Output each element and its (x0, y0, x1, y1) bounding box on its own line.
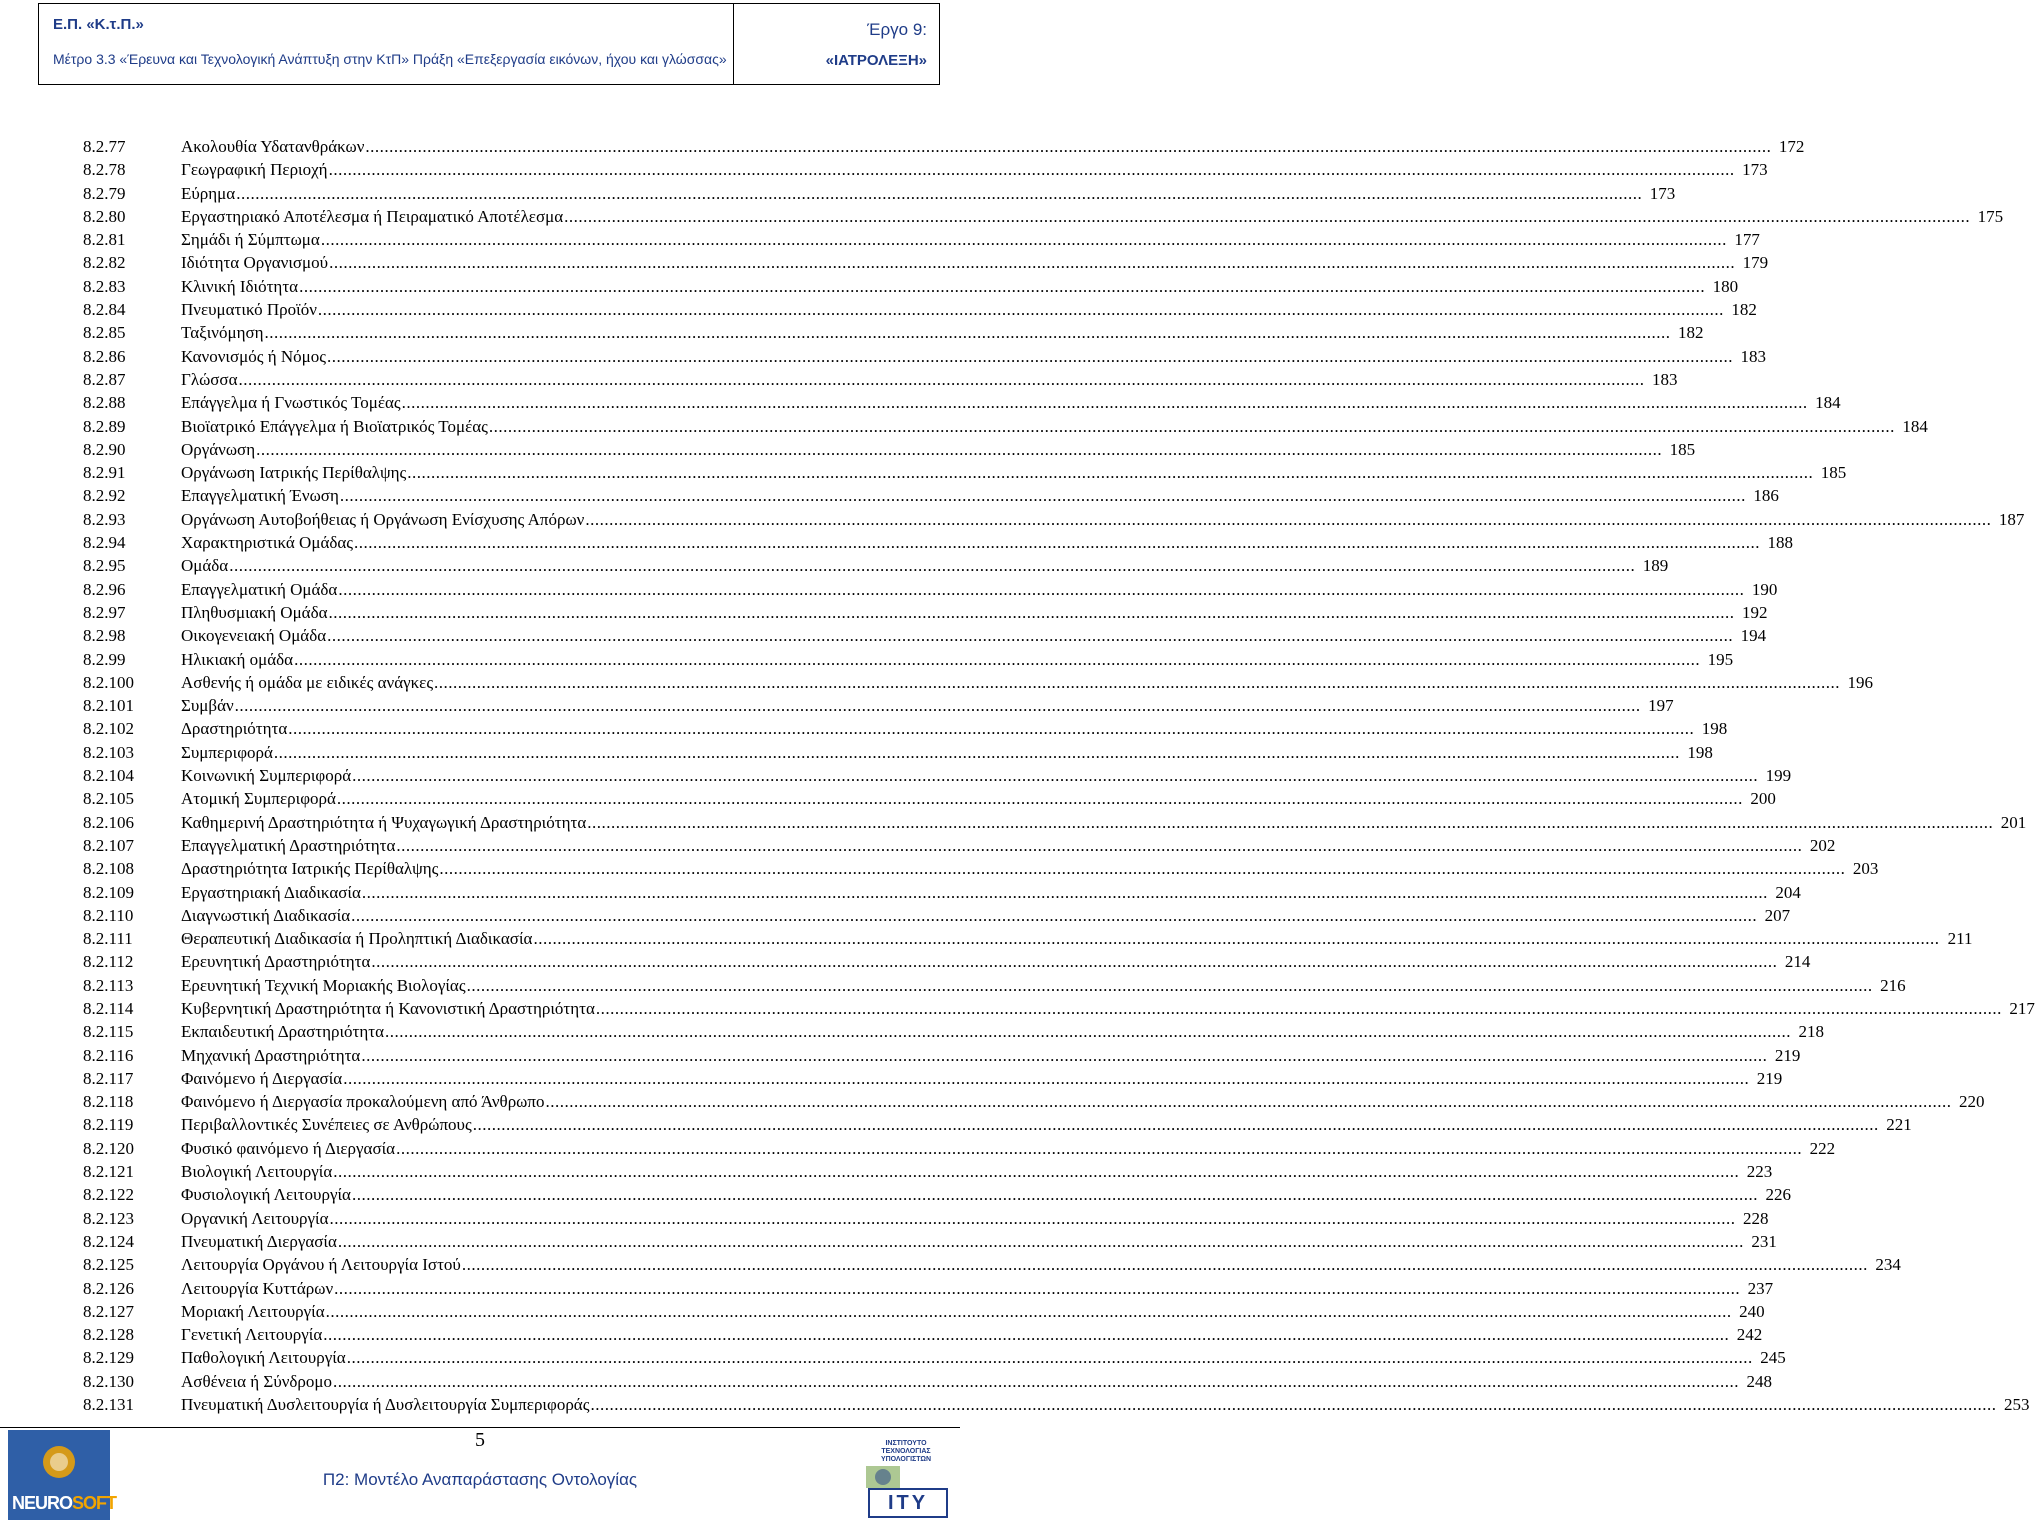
toc-entry-page: 197 (1648, 696, 1674, 716)
toc-entry-page: 199 (1765, 766, 1792, 786)
toc-dot-leader (361, 1044, 1767, 1067)
toc-dot-leader (365, 135, 1771, 158)
toc-dot-leader (396, 834, 1802, 857)
toc-entry-title: Οργανική Λειτουργία (181, 1208, 329, 1228)
toc-entry-page: 194 (1740, 626, 1767, 646)
ity-logo-caption: ΙΝΣΤΙΤΟΥΤΟ ΤΕΧΝΟΛΟΓΙΑΣ ΥΠΟΛΟΓΙΣΤΩΝ (880, 1440, 932, 1463)
toc-entry-number: 8.2.97 (83, 602, 126, 622)
toc-entry-title: Λειτουργία Κυττάρων (181, 1278, 334, 1298)
toc-dot-leader (274, 741, 1680, 764)
neurosoft-logo (8, 1430, 117, 1520)
toc-entry[interactable] (83, 415, 1928, 438)
toc-entry-number: 8.2.103 (83, 742, 134, 762)
toc-entry-title: Επάγγελμα ή Γνωστικός Τομέας (181, 393, 401, 413)
toc-entry-title: Ταξινόμηση (181, 323, 264, 343)
toc-entry-number: 8.2.124 (83, 1231, 134, 1251)
toc-entry-title: Παθολογική Λειτουργία (181, 1348, 346, 1368)
toc-entry-page: 219 (1756, 1068, 1783, 1088)
toc-dot-leader (229, 554, 1635, 577)
toc-entry-title: Ιδιότητα Οργανισμού (181, 253, 329, 273)
toc-entry-page: 182 (1731, 300, 1757, 320)
toc-entry-page: 184 (1902, 416, 1928, 436)
toc-dot-leader (362, 881, 1768, 904)
toc-entry[interactable] (83, 298, 1757, 321)
toc-entry-page: 196 (1847, 672, 1874, 692)
toc-entry-title: Οργάνωση Ιατρικής Περίθαλψης (181, 463, 407, 483)
toc-dot-leader (338, 578, 1744, 601)
toc-entry-number: 8.2.94 (83, 533, 126, 553)
header-left-cell (39, 4, 734, 84)
toc-entry-page: 185 (1820, 463, 1847, 483)
toc-dot-leader (352, 764, 1758, 787)
toc-entry[interactable] (83, 228, 1760, 251)
toc-entry-title: Βιολογική Λειτουργία (181, 1162, 333, 1182)
toc-dot-leader (340, 484, 1746, 507)
toc-entry-title: Πνευματική Δυσλειτουργία ή Δυσλειτουργία Συμπεριφοράς (181, 1395, 590, 1415)
toc-entry-title: Κυβερνητική Δραστηριότητα ή Κανονιστική Δραστηριότητα (181, 998, 595, 1018)
toc-entry-page: 185 (1669, 439, 1696, 459)
toc-entry-number: 8.2.88 (83, 393, 126, 413)
toc-entry-number: 8.2.108 (83, 859, 134, 879)
toc-entry[interactable] (83, 601, 1768, 624)
toc-entry-page: 182 (1678, 323, 1704, 343)
toc-dot-leader (564, 205, 1970, 228)
toc-entry-number: 8.2.117 (83, 1068, 134, 1088)
toc-dot-leader (326, 1300, 1732, 1323)
toc-entry[interactable] (83, 1230, 1777, 1253)
toc-entry-number: 8.2.95 (83, 556, 126, 576)
toc-entry-title: Γενετική Λειτουργία (181, 1325, 323, 1345)
toc-entry-number: 8.2.112 (83, 952, 134, 972)
toc-entry-number: 8.2.110 (83, 905, 134, 925)
toc-entry-title: Φαινόμενο ή Διεργασία προκαλούμενη από Άνθρωπο (181, 1092, 545, 1112)
toc-entry-number: 8.2.78 (83, 160, 126, 180)
toc-entry-page: 237 (1747, 1278, 1774, 1298)
toc-entry-number: 8.2.99 (83, 649, 126, 669)
toc-entry-page: 188 (1767, 533, 1794, 553)
toc-entry-title: Λειτουργία Οργάνου ή Λειτουργία Ιστού (181, 1255, 461, 1275)
toc-entry[interactable] (83, 694, 1674, 717)
toc-entry-title: Φαινόμενο ή Διεργασία (181, 1068, 343, 1088)
toc-entry-page: 189 (1642, 556, 1669, 576)
toc-entry[interactable] (83, 251, 1769, 274)
toc-entry[interactable] (83, 182, 1676, 205)
toc-dot-leader (396, 1137, 1802, 1160)
toc-entry[interactable] (83, 811, 2027, 834)
toc-dot-leader (354, 531, 1760, 554)
toc-entry[interactable] (83, 531, 1794, 554)
toc-entry[interactable] (83, 1393, 2030, 1416)
toc-entry-page: 217 (2009, 998, 2035, 1018)
toc-entry-page: 242 (1736, 1325, 1763, 1345)
toc-entry-number: 8.2.85 (83, 323, 126, 343)
toc-entry-number: 8.2.116 (83, 1045, 134, 1065)
toc-dot-leader (294, 648, 1700, 671)
toc-entry-number: 8.2.114 (83, 998, 134, 1018)
toc-entry[interactable] (83, 1113, 1912, 1136)
toc-entry-title: Πνευματικό Προϊόν (181, 300, 317, 320)
toc-dot-leader (256, 438, 1662, 461)
toc-entry-page: 240 (1739, 1301, 1765, 1321)
toc-entry-title: Ερευνητική Τεχνική Μοριακής Βιολογίας (181, 975, 466, 995)
toc-entry-number: 8.2.115 (83, 1022, 134, 1042)
toc-entry[interactable] (83, 787, 1776, 810)
toc-entry-number: 8.2.87 (83, 369, 126, 389)
toc-entry-title: Χαρακτηριστικά Ομάδας (181, 533, 354, 553)
neurosoft-logo-text: NEUROSOFT (12, 1493, 117, 1513)
toc-dot-leader (338, 1230, 1744, 1253)
toc-dot-leader (407, 461, 1813, 484)
toc-entry-number: 8.2.82 (83, 253, 126, 273)
toc-dot-leader (236, 182, 1642, 205)
toc-dot-leader (323, 1323, 1729, 1346)
toc-entry-title: Εργαστηριακό Αποτέλεσμα ή Πειραματικό Αποτέλεσμα (181, 206, 564, 226)
toc-entry-number: 8.2.120 (83, 1138, 134, 1158)
toc-entry[interactable] (83, 1346, 1786, 1369)
toc-entry-number: 8.2.106 (83, 812, 134, 832)
ity-logo-box: ΙΤΥ (868, 1488, 948, 1518)
toc-dot-leader (434, 671, 1840, 694)
toc-dot-leader (239, 368, 1645, 391)
toc-entry-page: 183 (1652, 369, 1678, 389)
toc-entry-page: 192 (1742, 602, 1768, 622)
page-header (38, 3, 940, 85)
toc-entry-title: Οργάνωση (181, 439, 256, 459)
toc-entry-page: 220 (1958, 1092, 1985, 1112)
toc-entry-page: 187 (1998, 509, 2025, 529)
toc-entry-number: 8.2.128 (83, 1325, 134, 1345)
toc-entry[interactable] (83, 1183, 1791, 1206)
toc-entry-title: Πνευματική Διεργασία (181, 1231, 337, 1251)
toc-entry[interactable] (83, 1137, 1836, 1160)
toc-entry-page: 177 (1734, 230, 1760, 250)
toc-entry-title: Δραστηριότητα Ιατρικής Περίθαλψης (181, 859, 439, 879)
toc-entry-title: Καθημερινή Δραστηριότητα ή Ψυχαγωγική Δραστηριότητα (181, 812, 587, 832)
toc-entry[interactable] (83, 834, 1836, 857)
toc-entry-number: 8.2.98 (83, 626, 126, 646)
toc-entry-page: 203 (1852, 859, 1879, 879)
toc-entry-title: Σημάδι ή Σύμπτωμα (181, 230, 320, 250)
toc-entry-number: 8.2.107 (83, 835, 134, 855)
toc-dot-leader (385, 1020, 1791, 1043)
toc-entry[interactable] (83, 1160, 1773, 1183)
toc-entry-number: 8.2.105 (83, 789, 134, 809)
toc-dot-leader (288, 717, 1694, 740)
toc-entry-title: Κανονισμός ή Νόμος (181, 346, 327, 366)
toc-entry-title: Εκπαιδευτική Δραστηριότητα (181, 1022, 384, 1042)
toc-dot-leader (596, 997, 2002, 1020)
toc-entry[interactable] (83, 1020, 1824, 1043)
toc-dot-leader (545, 1090, 1951, 1113)
toc-entry-page: 211 (1947, 929, 1973, 949)
toc-entry[interactable] (83, 275, 1739, 298)
toc-entry-page: 195 (1707, 649, 1734, 669)
toc-entry-title: Κλινική Ιδιότητα (181, 276, 299, 296)
toc-entry-title: Οικογενειακή Ομάδα (181, 626, 327, 646)
toc-entry[interactable] (83, 717, 1728, 740)
toc-entry-page: 253 (2003, 1395, 2030, 1415)
toc-entry[interactable] (83, 1277, 1774, 1300)
toc-entry-page: 172 (1778, 137, 1805, 156)
header-subtitle: Μέτρο 3.3 «Έρευνα και Τεχνολογική Ανάπτυξη στην ΚτΠ» Πράξη «Επεξεργασία εικόνων, ήχου και γλώσσας» (53, 51, 727, 67)
toc-entry-title: Επαγγελματική Ένωση (181, 486, 339, 506)
toc-entry-number: 8.2.83 (83, 276, 126, 296)
toc-entry-number: 8.2.121 (83, 1162, 134, 1182)
toc-entry-number: 8.2.104 (83, 766, 134, 786)
toc-entry[interactable] (83, 624, 1767, 647)
toc-entry[interactable] (83, 438, 1696, 461)
toc-entry-title: Ακολουθία Υδατανθράκων (181, 137, 365, 156)
toc-entry-number: 8.2.79 (83, 183, 126, 203)
neurosoft-logo-mark-icon (8, 1430, 110, 1490)
toc-entry[interactable] (83, 1044, 1801, 1067)
toc-entry[interactable] (83, 1323, 1763, 1346)
toc-entry-page: 221 (1886, 1115, 1912, 1135)
toc-entry-page: 190 (1751, 579, 1778, 599)
header-project-name: «ΙΑΤΡΟΛΕΞΗ» (825, 52, 927, 69)
toc-entry[interactable] (83, 578, 1778, 601)
toc-entry[interactable] (83, 205, 2004, 228)
toc-dot-leader (351, 904, 1757, 927)
toc-entry-page: 201 (2000, 812, 2027, 832)
toc-entry-page: 183 (1740, 346, 1767, 366)
toc-dot-leader (337, 787, 1743, 810)
toc-dot-leader (371, 950, 1777, 973)
toc-entry[interactable] (83, 508, 2025, 531)
toc-entry-number: 8.2.127 (83, 1301, 134, 1321)
toc-entry-page: 245 (1760, 1348, 1786, 1368)
toc-entry-title: Εργαστηριακή Διαδικασία (181, 882, 361, 902)
toc-entry-title: Μοριακή Λειτουργία (181, 1301, 325, 1321)
toc-dot-leader (329, 158, 1735, 181)
toc-entry-title: Φυσικό φαινόμενο ή Διεργασία (181, 1138, 396, 1158)
toc-dot-leader (329, 601, 1735, 624)
toc-dot-leader (235, 694, 1641, 717)
toc-entry[interactable] (83, 1370, 1773, 1393)
toc-entry-number: 8.2.126 (83, 1278, 134, 1298)
toc-entry-title: Φυσιολογική Λειτουργία (181, 1185, 351, 1205)
toc-entry[interactable] (83, 764, 1792, 787)
toc-entry-number: 8.2.118 (83, 1092, 134, 1112)
toc-entry-number: 8.2.131 (83, 1395, 134, 1415)
toc-entry-number: 8.2.125 (83, 1255, 134, 1275)
toc-entry-page: 207 (1764, 905, 1791, 925)
toc-entry[interactable] (83, 484, 1779, 507)
toc-dot-leader (327, 345, 1733, 368)
toc-entry-number: 8.2.86 (83, 346, 126, 366)
toc-entry-number: 8.2.91 (83, 463, 126, 483)
toc-dot-leader (585, 508, 1991, 531)
toc-dot-leader (347, 1346, 1753, 1369)
toc-entry-page: 173 (1649, 183, 1676, 203)
toc-entry-title: Ασθένεια ή Σύνδρομο (181, 1371, 333, 1391)
ity-logo (860, 1432, 952, 1520)
toc-entry-title: Επαγγελματική Ομάδα (181, 579, 338, 599)
toc-entry[interactable] (83, 1090, 1985, 1113)
toc-entry-page: 186 (1753, 486, 1779, 506)
toc-entry-title: Περιβαλλοντικές Συνέπειες σε Ανθρώπους (181, 1115, 472, 1135)
toc-entry-number: 8.2.101 (83, 696, 134, 716)
toc-entry-number: 8.2.119 (83, 1115, 134, 1135)
toc-dot-leader (402, 391, 1808, 414)
toc-entry[interactable] (83, 158, 1768, 181)
toc-entry-number: 8.2.92 (83, 486, 126, 506)
toc-entry-title: Διαγνωστική Διαδικασία (181, 905, 351, 925)
toc-entry-page: 180 (1712, 276, 1739, 296)
toc-entry[interactable] (83, 857, 1879, 880)
toc-entry[interactable] (83, 461, 1847, 484)
header-right-cell (734, 4, 939, 84)
toc-dot-leader (590, 1393, 1996, 1416)
toc-entry-number: 8.2.122 (83, 1185, 134, 1205)
toc-entry-title: Συμβάν (181, 696, 234, 716)
toc-entry[interactable] (83, 368, 1678, 391)
toc-dot-leader (462, 1253, 1868, 1276)
toc-entry[interactable] (83, 904, 1791, 927)
header-work-label: Έργο 9: (867, 20, 927, 39)
toc-entry-title: Πληθυσμιακή Ομάδα (181, 602, 328, 622)
toc-entry-title: Επαγγελματική Δραστηριότητα (181, 835, 396, 855)
toc-entry[interactable] (83, 1300, 1765, 1323)
toc-entry[interactable] (83, 671, 1874, 694)
toc-entry-number: 8.2.80 (83, 206, 126, 226)
toc-entry-page: 175 (1977, 206, 2004, 226)
toc-entry[interactable] (83, 345, 1767, 368)
toc-entry-number: 8.2.113 (83, 975, 134, 995)
toc-entry-page: 184 (1815, 393, 1841, 413)
toc-entry-title: Εύρημα (181, 183, 236, 203)
toc-entry-page: 234 (1875, 1255, 1901, 1275)
footer-divider (0, 1427, 960, 1428)
toc-entry-number: 8.2.109 (83, 882, 134, 902)
toc-entry-page: 226 (1765, 1185, 1791, 1205)
toc-entry[interactable] (83, 321, 1704, 344)
toc-entry-page: 248 (1746, 1371, 1773, 1391)
toc-dot-leader (329, 251, 1735, 274)
toc-entry[interactable] (83, 741, 1713, 764)
toc-entry-page: 198 (1687, 742, 1713, 762)
toc-entry-number: 8.2.93 (83, 509, 126, 529)
toc-entry-number: 8.2.102 (83, 719, 134, 739)
toc-dot-leader (533, 927, 1939, 950)
toc-entry-title: Ομάδα (181, 556, 229, 576)
toc-entry-title: Ερευνητική Δραστηριότητα (181, 952, 371, 972)
toc-dot-leader (329, 1207, 1735, 1230)
toc-entry-page: 216 (1880, 975, 1906, 995)
toc-entry-title: Ηλικιακή ομάδα (181, 649, 294, 669)
toc-entry[interactable] (83, 974, 1906, 997)
toc-entry-page: 222 (1809, 1138, 1836, 1158)
toc-entry-page: 204 (1775, 882, 1801, 902)
toc-entry[interactable] (83, 927, 1973, 950)
toc-dot-leader (467, 974, 1873, 997)
toc-entry-title: Οργάνωση Αυτοβοήθειας ή Οργάνωση Ενίσχυσης Απόρων (181, 509, 585, 529)
footer-title: Π2: Μοντέλο Αναπαράστασης Οντολογίας (322, 1470, 638, 1489)
toc-dot-leader (352, 1183, 1758, 1206)
toc-dot-leader (473, 1113, 1879, 1136)
toc-entry[interactable] (83, 1253, 1901, 1276)
toc-entry[interactable] (83, 648, 1734, 671)
toc-entry-page: 231 (1751, 1231, 1777, 1251)
header-title: Ε.Π. «Κ.τ.Π.» (53, 16, 144, 33)
toc-entry-number: 8.2.90 (83, 439, 126, 459)
toc-entry-page: 173 (1742, 160, 1768, 180)
toc-entry-page: 219 (1774, 1045, 1801, 1065)
toc-entry-number: 8.2.84 (83, 300, 126, 320)
page-number: 5 (475, 1429, 485, 1451)
toc-entry-title: Ατομική Συμπεριφορά (181, 789, 336, 809)
toc-entry-page: 228 (1742, 1208, 1769, 1228)
toc-entry[interactable] (83, 1067, 1783, 1090)
toc-entry[interactable] (83, 1207, 1769, 1230)
toc-entry[interactable] (83, 135, 1805, 158)
toc-entry-title: Μηχανική Δραστηριότητα (181, 1045, 361, 1065)
toc-entry-title: Κοινωνική Συμπεριφορά (181, 766, 352, 786)
toc-dot-leader (327, 624, 1733, 647)
toc-dot-leader (265, 321, 1671, 344)
toc-entry-number: 8.2.130 (83, 1371, 134, 1391)
toc-entry[interactable] (83, 391, 1841, 414)
toc-entry-title: Γλώσσα (181, 369, 238, 389)
toc-entry-page: 218 (1798, 1022, 1824, 1042)
toc-entry-title: Γεωγραφική Περιοχή (181, 160, 328, 180)
toc-entry-title: Βιοϊατρικό Επάγγελμα ή Βιοϊατρικός Τομέας (181, 416, 488, 436)
toc-dot-leader (439, 857, 1845, 880)
toc-dot-leader (587, 811, 1993, 834)
toc-entry-number: 8.2.89 (83, 416, 126, 436)
toc-entry-page: 198 (1701, 719, 1728, 739)
toc-entry-number: 8.2.100 (83, 672, 134, 692)
toc-entry-page: 223 (1746, 1162, 1773, 1182)
toc-entry-number: 8.2.111 (83, 929, 133, 949)
toc-entry-page: 214 (1784, 952, 1811, 972)
toc-entry[interactable] (83, 997, 2035, 1020)
toc-entry-number: 8.2.129 (83, 1348, 134, 1368)
toc-entry-page: 202 (1809, 835, 1836, 855)
toc-entry[interactable] (83, 881, 1801, 904)
toc-entry-title: Θεραπευτική Διαδικασία ή Προληπτική Διαδικασία (181, 929, 533, 949)
toc-entry-number: 8.2.96 (83, 579, 126, 599)
toc-dot-leader (333, 1160, 1739, 1183)
toc-entry-title: Δραστηριότητα (181, 719, 288, 739)
toc-dot-leader (321, 228, 1727, 251)
toc-entry-title: Συμπεριφορά (181, 742, 273, 762)
table-of-contents (83, 135, 2035, 1416)
toc-entry-page: 200 (1750, 789, 1776, 809)
toc-entry-number: 8.2.77 (83, 137, 126, 156)
toc-dot-leader (489, 415, 1895, 438)
toc-entry-number: 8.2.81 (83, 230, 126, 250)
toc-entry-title: Ασθενής ή ομάδα με ειδικές ανάγκες (181, 672, 434, 692)
toc-dot-leader (333, 1370, 1739, 1393)
toc-entry-page: 179 (1742, 253, 1769, 273)
toc-dot-leader (343, 1067, 1749, 1090)
toc-entry[interactable] (83, 950, 1811, 973)
toc-dot-leader (334, 1277, 1740, 1300)
toc-entry-number: 8.2.123 (83, 1208, 134, 1228)
toc-dot-leader (299, 275, 1705, 298)
toc-entry[interactable] (83, 554, 1669, 577)
toc-dot-leader (318, 298, 1724, 321)
